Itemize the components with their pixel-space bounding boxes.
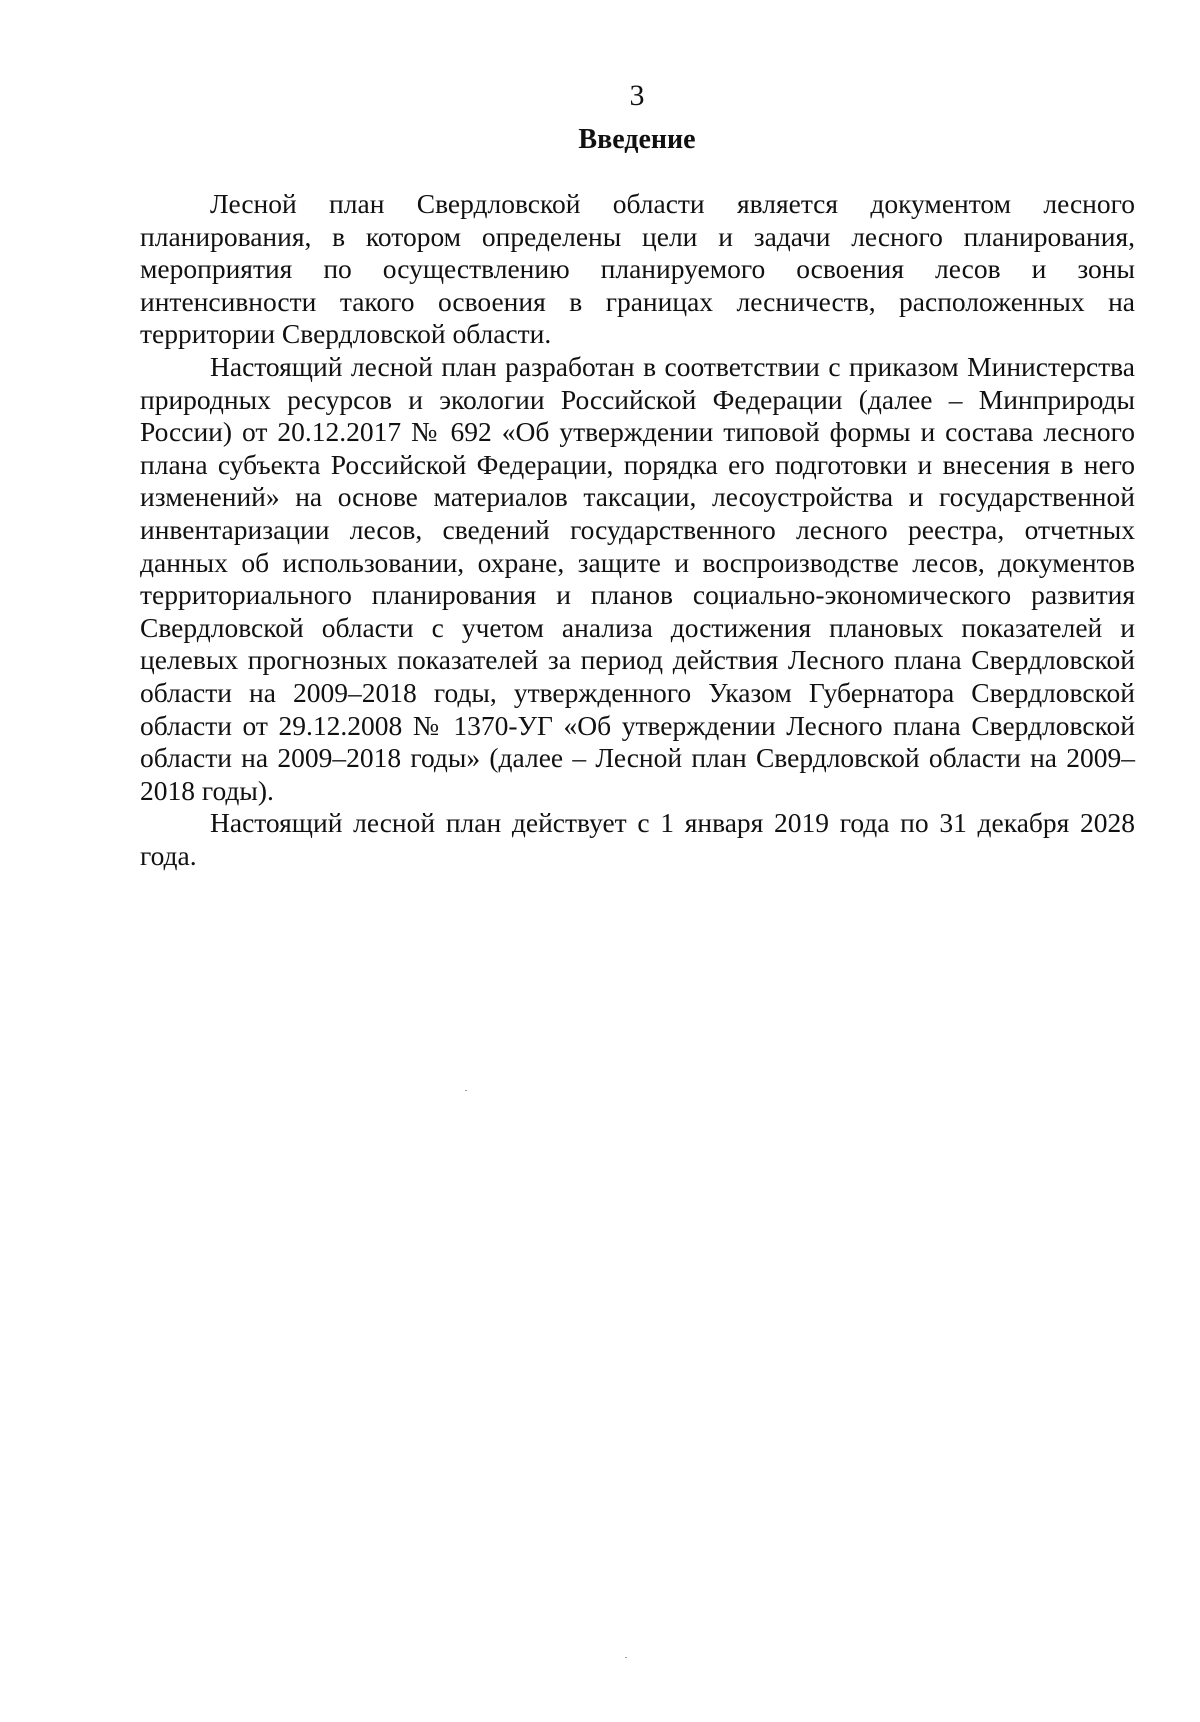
body-text xyxy=(140,188,1135,872)
paragraph-basis: Настоящий лесной план разработан в соответствии с приказом Министерства природных ресурсов и экологии Российской Федерации (далее – Минприроды России) от 20.12.2017 № 692 «Об утверждении типовой формы и состава лесного плана субъекта Российской Федерации, порядка его подготовки и внесения в него изменений» на основе материалов таксации, лесоустройства и государственной инвентаризации лесов, сведений государственного лесного реестра, отчетных данных об использовании, охране, защите и воспроизводстве лесов, документов территориального планирования и планов социально-экономического развития Свердловской области с учетом анализа достижения плановых показателей и целевых прогнозных показателей за период действия Лесного плана Свердловской области на 2009–2018 годы, утвержденного Указом Губернатора Свердловской области от 29.12.2008 № 1370-УГ «Об утверждении Лесного плана Свердловской области на 2009–2018 годы» (далее – Лесной план Свердловской области на 2009–2018 годы). xyxy=(140,350,1135,806)
paragraph-validity: Настоящий лесной план действует с 1 января 2019 года по 31 декабря 2028 года. xyxy=(140,807,1135,871)
paragraph-intro: Лесной план Свердловской области является документом лесного планирования, в котором определены цели и задачи лесного планирования, мероприятия по осуществлению планируемого освоения лесов и зоны интенсивности такого освоения в границах лесничеств, расположенных на территории Свердловской области. xyxy=(140,188,1135,350)
section-heading: Введение xyxy=(578,124,696,155)
page-number: 3 xyxy=(629,79,645,112)
scan-speck xyxy=(465,1090,467,1091)
scan-speck xyxy=(625,1657,627,1658)
